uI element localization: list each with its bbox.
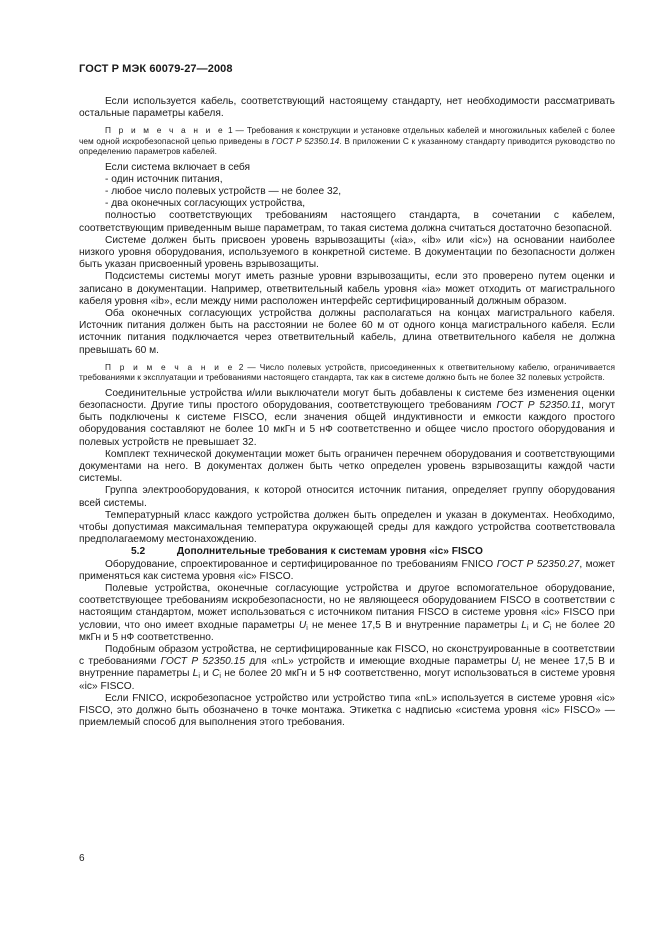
page-content	[79, 96, 615, 729]
symbol-l: L	[521, 619, 527, 631]
paragraph-terminators: Оба оконечных согласующих устройства должны располагаться на концах магистрального кабеля. Источник питания должен быть на расстоянии не более 60 м от одного конца магистрального кабеля. Если источник питания подключается через ответвительный кабель, длина ответвительного кабеля не должна превышать 60 м.	[79, 308, 615, 356]
conjunction: и	[203, 668, 209, 680]
conjunction: и	[532, 619, 539, 631]
standard-reference: ГОСТ Р 52350.27	[496, 558, 580, 570]
section-paragraph-1	[79, 559, 615, 583]
paragraph-text: Соединительные устройства и/или выключатели могут быть добавлены к системе без изменения оценки безопасности. Другие типы простого оборудования, соответствующего требованиям	[79, 387, 615, 411]
paragraph-text: , могут быть подключены к системе FISCO, если значения общей индуктивности и емкости каждого простого оборудования составляют не более 10 мкГн и 5 нФ соответственно и общее число простого оборудования и полевых устройств не превышает 32.	[79, 399, 616, 448]
paragraph-text: не менее 17,5 В и внутренние параметры	[79, 656, 615, 680]
list-item: - один источник питания,	[105, 173, 223, 185]
paragraph-group: Группа электрооборудования, к которой относится источник питания, определяет группу оборудования всей системы.	[79, 485, 615, 509]
list-item: - любое число полевых устройств — не более 32,	[105, 186, 342, 198]
note-label: П р и м е ч а н и е	[105, 125, 225, 136]
paragraph-cable: Если используется кабель, соответствующий настоящему стандарту, нет необходимости рассматривать остальные параметры кабеля.	[79, 96, 615, 120]
symbol-u: U	[298, 619, 307, 631]
standard-reference: ГОСТ Р 52350.15	[160, 656, 245, 668]
note-2	[79, 362, 615, 383]
system-outro: полностью соответствующих требованиям настоящего стандарта, в сочетании с кабелем, соответствующим приведенным выше параметрам, то такая система должна считаться достаточно безопасной.	[79, 210, 615, 234]
subscript: i	[518, 661, 520, 669]
subscript: i	[526, 624, 529, 632]
section-paragraph-3	[79, 644, 615, 693]
note-text: Требования к конструкции и установке отдельных кабелей и многожильных кабелей с более чем одной искробезопасной цепью приведены в	[79, 125, 616, 146]
paragraph-levels: Системе должен быть присвоен уровень взрывозащиты («ia», «ib» или «ic») на основании наиболее низкого уровня оборудования, используемого в конкретной системе. В документации по безопасности должен быть указан присвоенный уровень взрывозащиты.	[79, 234, 615, 271]
page-number: 6	[79, 853, 85, 864]
paragraph-text: для «nL» устройств и имеющие входные параметры	[249, 656, 507, 668]
paragraph-documentation: Комплект технической документации может быть ограничен перечнем оборудования и соответствующими документами на него. В документах должен быть четко определен уровень взрывозащиты каждой части системы.	[79, 448, 615, 485]
standard-reference: ГОСТ Р 52350.11	[496, 399, 582, 411]
paragraph-text: Полевые устройства, оконечные согласующие устройства и другое вспомогательное оборудование, соответствующее требованиям искробезопасности, но не являющееся оборудованием FISCO в соответствии с настоящим стандартом, может использоваться с источником питания FISCO в системе уровня «ic» FISCO при условии, что оно имеет входные параметры	[79, 582, 615, 631]
note-text: . В приложении С к указанному стандарту приводится руководство по определению параметров кабелей.	[79, 135, 615, 157]
paragraph-connectors	[79, 388, 615, 449]
note-1	[79, 125, 615, 156]
subscript: i	[306, 624, 308, 632]
section-paragraph-4: Если FNICO, искробезопасное устройство или устройство типа «nL» используется в системе уровня «ic» FISCO, это должно быть обозначено в точке монтажа. Этикетка с надписью «система уровня «ic» FISCO» — приемлемый способ для выполнения этого требования.	[79, 692, 615, 729]
document-header: ГОСТ Р МЭК 60079-27—2008	[79, 63, 233, 75]
section-paragraph-2	[79, 583, 615, 644]
paragraph-temperature: Температурный класс каждого устройства должен быть определен и указан в документах. Необходимо, чтобы допустимая максимальная температура окружающей среды для каждого устройства соответствовала предполагаемому местонахождению.	[79, 509, 615, 546]
standard-reference: ГОСТ Р 52350.14	[271, 135, 340, 146]
symbol-l: L	[192, 668, 199, 680]
note-number: 1 —	[227, 125, 244, 136]
paragraph-text: не более 20 мкГн и 5 нФ соответственно.	[79, 619, 615, 643]
note-text: Число полевых устройств, присоединенных к ответвительному кабелю, ограничивается требованиями к эксплуатации и требованиями настоящего стандарта, так как в системе должно быть не более 32 полевых устройств.	[79, 361, 615, 383]
section-title: Дополнительные требования к системам уровня «ic» FISCO	[176, 546, 483, 558]
symbol-u: U	[511, 656, 519, 668]
paragraph-text: Оборудование, спроектированное и сертифицированное по требованиям FNICO	[105, 558, 494, 570]
paragraph-text: Подобным образом устройства, не сертифицированные как FISCO, но сконструированные в соответствии с требованиями	[79, 643, 615, 668]
section-number: 5.2	[131, 546, 146, 558]
symbol-c: C	[542, 619, 550, 631]
symbol-c: C	[212, 668, 220, 680]
subscript: i	[198, 673, 200, 681]
paragraph-text: не менее 17,5 В и внутренние параметры	[311, 619, 518, 631]
note-number: 2 —	[238, 361, 256, 372]
note-label: П р и м е ч а н и е	[105, 361, 235, 372]
subscript: i	[549, 624, 552, 632]
subscript: i	[219, 673, 221, 681]
list-item: - два оконечных согласующих устройства,	[105, 198, 306, 210]
paragraph-subsystems: Подсистемы системы могут иметь разные уровни взрывозащиты, если это проверено путем оценки и записано в документации. Например, ответвительный кабель уровня «ia» может отходить от магистрального кабеля уровня «ib», если между ними расположен интерфейс сертифицированный должным образом.	[79, 271, 615, 307]
section-heading	[79, 546, 615, 558]
paragraph-text: не более 20 мкГн и 5 нФ соответственно, могут использоваться в системе уровня «ic» FISCO.	[79, 668, 615, 692]
system-intro: Если система включает в себя	[105, 161, 250, 173]
paragraph-text: , может применяться как система уровня «ic» FISCO.	[79, 558, 615, 582]
